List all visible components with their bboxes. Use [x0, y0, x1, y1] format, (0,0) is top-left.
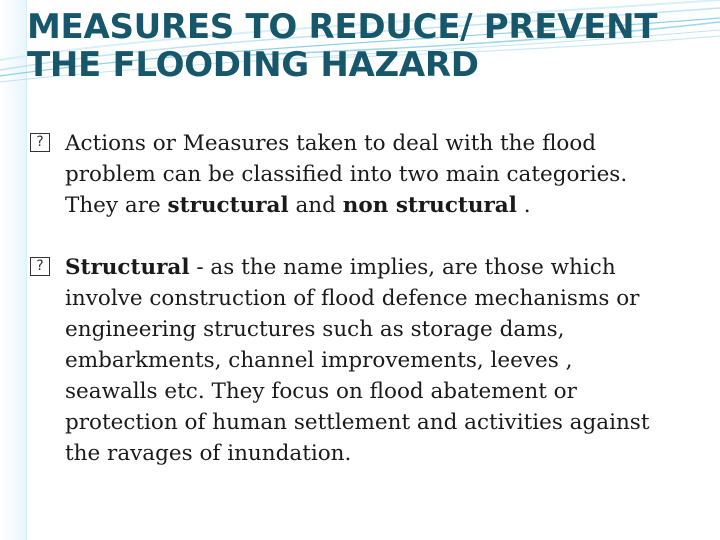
bullet-2-line-3: engineering structures such as storage dams,	[65, 317, 565, 342]
bullet-2-line-2: involve construction of flood defence mechanisms or	[65, 286, 640, 311]
bullet-1-line-3-mid: and	[288, 193, 343, 218]
bullet-1-line-3	[65, 190, 680, 221]
bullet-1-bold-structural: structural	[167, 193, 289, 218]
slide-title	[27, 8, 687, 84]
slide-title-line-2: THE FLOODING HAZARD	[27, 45, 479, 85]
bullet-paragraph-2	[30, 252, 680, 469]
missing-glyph-bullet-icon	[30, 133, 50, 152]
missing-glyph-bullet-icon	[30, 257, 50, 276]
bullet-2-line-5: seawalls etc. They focus on flood abatement or	[65, 379, 577, 404]
slide-title-line-1: MEASURES TO REDUCE/ PREVENT	[27, 7, 658, 47]
bullet-2-line-4: embarkments, channel improvements, leeves ,	[65, 348, 573, 373]
bullet-2-line-1	[65, 252, 680, 283]
bullet-1-line-3-suffix: .	[516, 193, 531, 218]
bullet-2-line-7: the ravages of inundation.	[65, 441, 352, 466]
slide-body	[30, 128, 680, 469]
bullet-1-line-3-prefix: They are	[65, 193, 168, 218]
bullet-1-line-2: problem can be classified into two main categories.	[65, 162, 628, 187]
left-accent-bar	[0, 0, 27, 540]
bullet-1-line-1: Actions or Measures taken to deal with the flood	[65, 131, 597, 156]
bullet-2-line-6: protection of human settlement and activities against	[65, 410, 650, 435]
bullet-1-bold-non-structural: non structural	[342, 193, 517, 218]
bullet-2-bold-structural: Structural	[65, 255, 190, 280]
bullet-paragraph-1	[30, 128, 680, 221]
bullet-2-line-1-rest: - as the name implies, are those which	[189, 255, 616, 280]
